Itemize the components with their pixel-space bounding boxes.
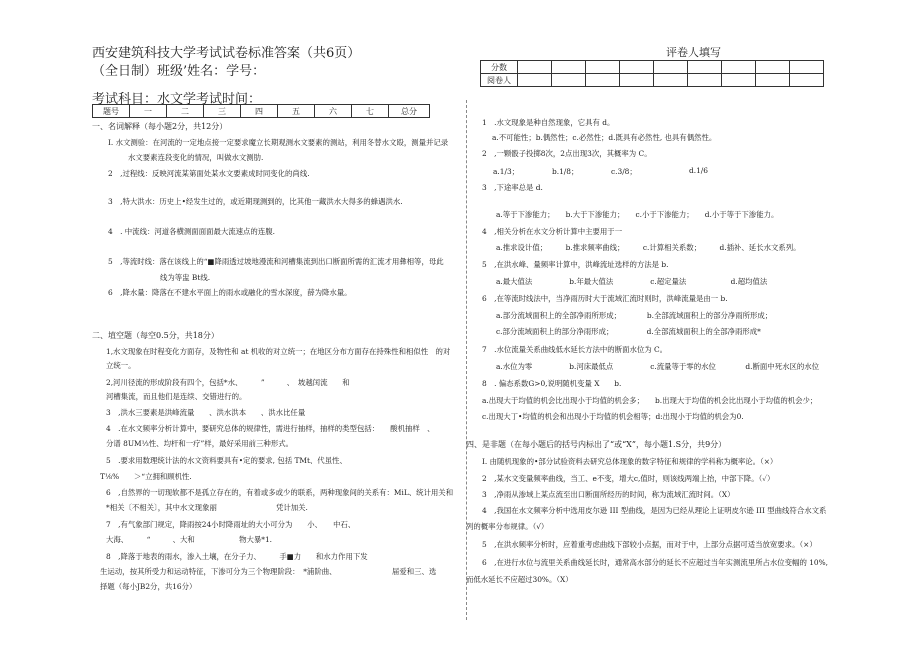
tf-3: 3 ,净雨从渗域上某点流至出口断面所经历的时间，称为流域汇流时间。（X） (482, 490, 735, 499)
grader-label: 分数 (481, 61, 518, 74)
mc-1-options: a.不可能性；b.偶然性；c.必然性；d.既具有必然性, 也具有偶然性。 (492, 133, 717, 142)
fill-10b: 生运动，按其所受力和运动特征，下渗可分为三个物理阶段： *浦阶曲、 届爱和三、选 (100, 567, 437, 576)
def-4: 4 . 中流线：河道各横测面面面最大流速点的连腹. (108, 227, 275, 236)
tf-2: 2 ,某水文变量频率曲线，当工、e不变，增大c,值时，则该线两端上抬，中部下降。（✓） (482, 474, 775, 483)
mc-8-options-2: c.出现大丁•均值的机会和出现小于均值的机会相等；d:出现小于均值的机会为0. (482, 412, 744, 421)
fill-9a: 7 ,有气象部门规定，降雨按24小时降雨址的大小可分为 小、 中石、 (106, 520, 356, 529)
fill-2a: 2,河川径流的形成阶段有四个，包括*水、 ” 、 坡越闰流 和 (106, 378, 350, 387)
fill-10a: 8 ,降落于地表的雨水，渗入土壤，在分子力、 手■力 和水力作用下发 (106, 552, 368, 561)
section-4-heading: 四、是非题（在每小题后的括号内标出了“或“X”，每小题1.S分，共9分） (466, 440, 727, 449)
tf-6a: 6 ,在进行水位与流里关系曲线延长时，通常高水部分的延长不应超过当年实测流里所占水位变幅的 10%, (482, 558, 828, 567)
mc-1: 1 .水文现象是种自然现象，它具有 d。 (482, 118, 615, 127)
mc-2-option-b: b.1/8； (552, 167, 579, 176)
def-6: 6 ,降水量：降落在不建水平面上的雨水或融化的雪水深度，薛为降水量。 (108, 288, 352, 297)
score-cell: 一 (130, 105, 167, 118)
mc-8-options-1: a.出现大于均值的机会比出现小于均值的机会多； b.出现大于均值的机会比出现小于均值的机会少； (482, 396, 818, 405)
section-1-heading: 一、名词解释（每小题2分，共12分） (92, 122, 228, 131)
fill-1a: 1,水文现象在时程变化方面存，及物性和 at 机收的对立统一；在地区分布方面存在持殊性和相似性 的对 (106, 347, 451, 356)
subject-name: 水文学 (157, 92, 197, 107)
score-cell: 二 (167, 105, 204, 118)
tf-4b: 列的概率分布规律。（√） (466, 522, 549, 531)
grader-row-score (481, 61, 824, 74)
mc-5: 5 ,在洪水峰、量频率计算中，洪峰流址选样的方法是 b. (482, 260, 669, 269)
mc-7-options: a.水位为零 b.河床最低点 c.流量等于零的水位 d.断面中死水区的水位 (496, 362, 820, 371)
mc-3-options: a.等于下渗能力； b.大于下渗能力； c.小于下渗能力； d.小于等于下渗能力。 (496, 210, 779, 219)
score-cell: 七 (352, 105, 389, 118)
mc-3: 3 ,下途率总是 d. (482, 183, 543, 192)
grader-title: 评卷人填写 (666, 46, 721, 59)
mc-6: 6 ,在等流时线法中，当净雨历时大于流域汇流时则时，洪峰流量是由一 b. (482, 294, 728, 303)
def-1a: I. 水文测验：在河流的一定地点接一定要求魔立长期观测水文要素的测站，利用冬替水文殴，测量并记录 (108, 138, 449, 147)
section-2-heading: 二、埴空题（每空0.5分，共18分） (92, 331, 219, 340)
fill-9b: 大海、 “ 、大和 物大暴*1. (106, 535, 273, 544)
score-table-header-row (93, 105, 430, 118)
mc-8: 8 . 偏态系数G>0,说明随机变量 X b. (482, 379, 622, 388)
tf-6b: 而低水延长不应超过30%。（X） (466, 575, 573, 584)
fill-4: 4 .在水文频率分析计算中，要研究总体的规律性，需进行抽样，抽样的类型包括： 酸机抽样 、 (106, 424, 435, 433)
grader-label: 阅卷人 (481, 74, 518, 87)
def-3: 3 ,特大洪水：历史上•经发生过的，或近期现测到的，比其他一藏洪水大得多的蜂遇洪水. (108, 197, 403, 206)
score-cell: 六 (315, 105, 352, 118)
score-cell: 四 (241, 105, 278, 118)
subject-prefix: 考试科目： (92, 92, 158, 107)
def-1b: 水文要素连段变化的情况，叫做水文测肋. (128, 153, 264, 162)
fill-1b: 立统一。 (106, 361, 136, 370)
mc-7: 7 .水位流量关系曲线低水延长方法中的断面水位为 C。 (482, 345, 668, 354)
exam-title: 西安建筑科技大学考试试卷标准答案（共6页） (92, 46, 361, 61)
fill-8a: 6 ,自然界的一切现软都不是孤立存在的，有着或多或少的联系，两种现象间的关系有：MiL、统计用关和 (106, 488, 454, 497)
class-name-line: （全日制）班级’姓名：学号： (92, 64, 266, 79)
column-divider (466, 100, 467, 620)
tf-4a: 4 ,我国在水文频率分析中选用皮尔逊 III 型曲线，是因为已经从理论上证明皮尔逊 III 型曲线符合水文系 (482, 506, 827, 515)
fill-5: 分谱 8UM⅓性、均杆和一疗”样，最好采用前三种形式。 (106, 439, 293, 448)
score-cell: 题号 (93, 105, 130, 118)
mc-4: 4 ,相关分析在水文分析计算中主要用于一 (482, 227, 623, 236)
mc-2-option-a: a.1/3； (493, 167, 520, 176)
fill-3: 3 ,洪水三要素是洪峰流量 、洪水洪本 、洪水比任量 (106, 408, 306, 417)
mc-6-options-1: a.部分流域面积上的全部净雨所形成； b.全部流域面积上的部分净雨所形成； (496, 311, 773, 320)
def-5a: 5 ,等流时线：落在该线上的“■降雨透过坡地漫流和河槽集流到出口断面所需的汇流才用彝相等，母此 (108, 257, 444, 266)
tf-1: I. 由随机现象的•部分试验资料去研究总体现象的数字特征和规律的学科称为概率论。（×） (482, 457, 778, 466)
grader-table (480, 60, 824, 87)
def-2: 2 ,过程线：反映河流某第面处某水文要素成时同变化的尚线. (108, 169, 310, 178)
grader-row-reviewer (481, 74, 824, 87)
subject-suffix: 考试时间： (196, 92, 262, 107)
mc-4-options: a.推求设计值； b.推求频率曲线； c.计算相关系数； d.插补、延长水文系列。 (496, 243, 801, 252)
fill-10c: 择题（每小JB2分，共16分） (100, 582, 197, 591)
def-5b: 线为等盅 Bt线. (160, 273, 211, 282)
mc-2-option-c: c.3/8； (611, 167, 637, 176)
score-table (92, 104, 430, 118)
mc-6-options-2: c.部分流域面积上的部分净雨形成； d.全部流城面积上的全部净雨形成* (496, 327, 761, 336)
score-cell: 总分 (389, 105, 430, 118)
score-cell: 五 (278, 105, 315, 118)
tf-5: 5 ,在洪水频率分析时，应着重考虑曲线下部较小点据，而对于中，上部分点据可适当放宽要求。（×） (482, 540, 817, 549)
score-cell: 三 (204, 105, 241, 118)
mc-2: 2 ,一颗骰子投掷8次，2点出现3次，其概率为 C。 (482, 149, 652, 158)
fill-7: T⅛% ＞“立拥和顾机性. (100, 472, 192, 481)
fill-8b: *相关〔不相关〕，其中水文现象丽 凭计加关. (106, 503, 308, 512)
fill-2b: 河槽集流，而且他们是连续、交错进行的。 (106, 392, 247, 401)
mc-5-options: a.最大值法 b.年最大值法 c.超定量法 d.超均值法 (496, 277, 768, 286)
fill-6: 5 .要求用数理统计法的水文资料要具有•定的要求, 包括 TMt、代虽性、 (106, 456, 347, 465)
mc-2-option-d: d.1/6 (689, 166, 708, 175)
